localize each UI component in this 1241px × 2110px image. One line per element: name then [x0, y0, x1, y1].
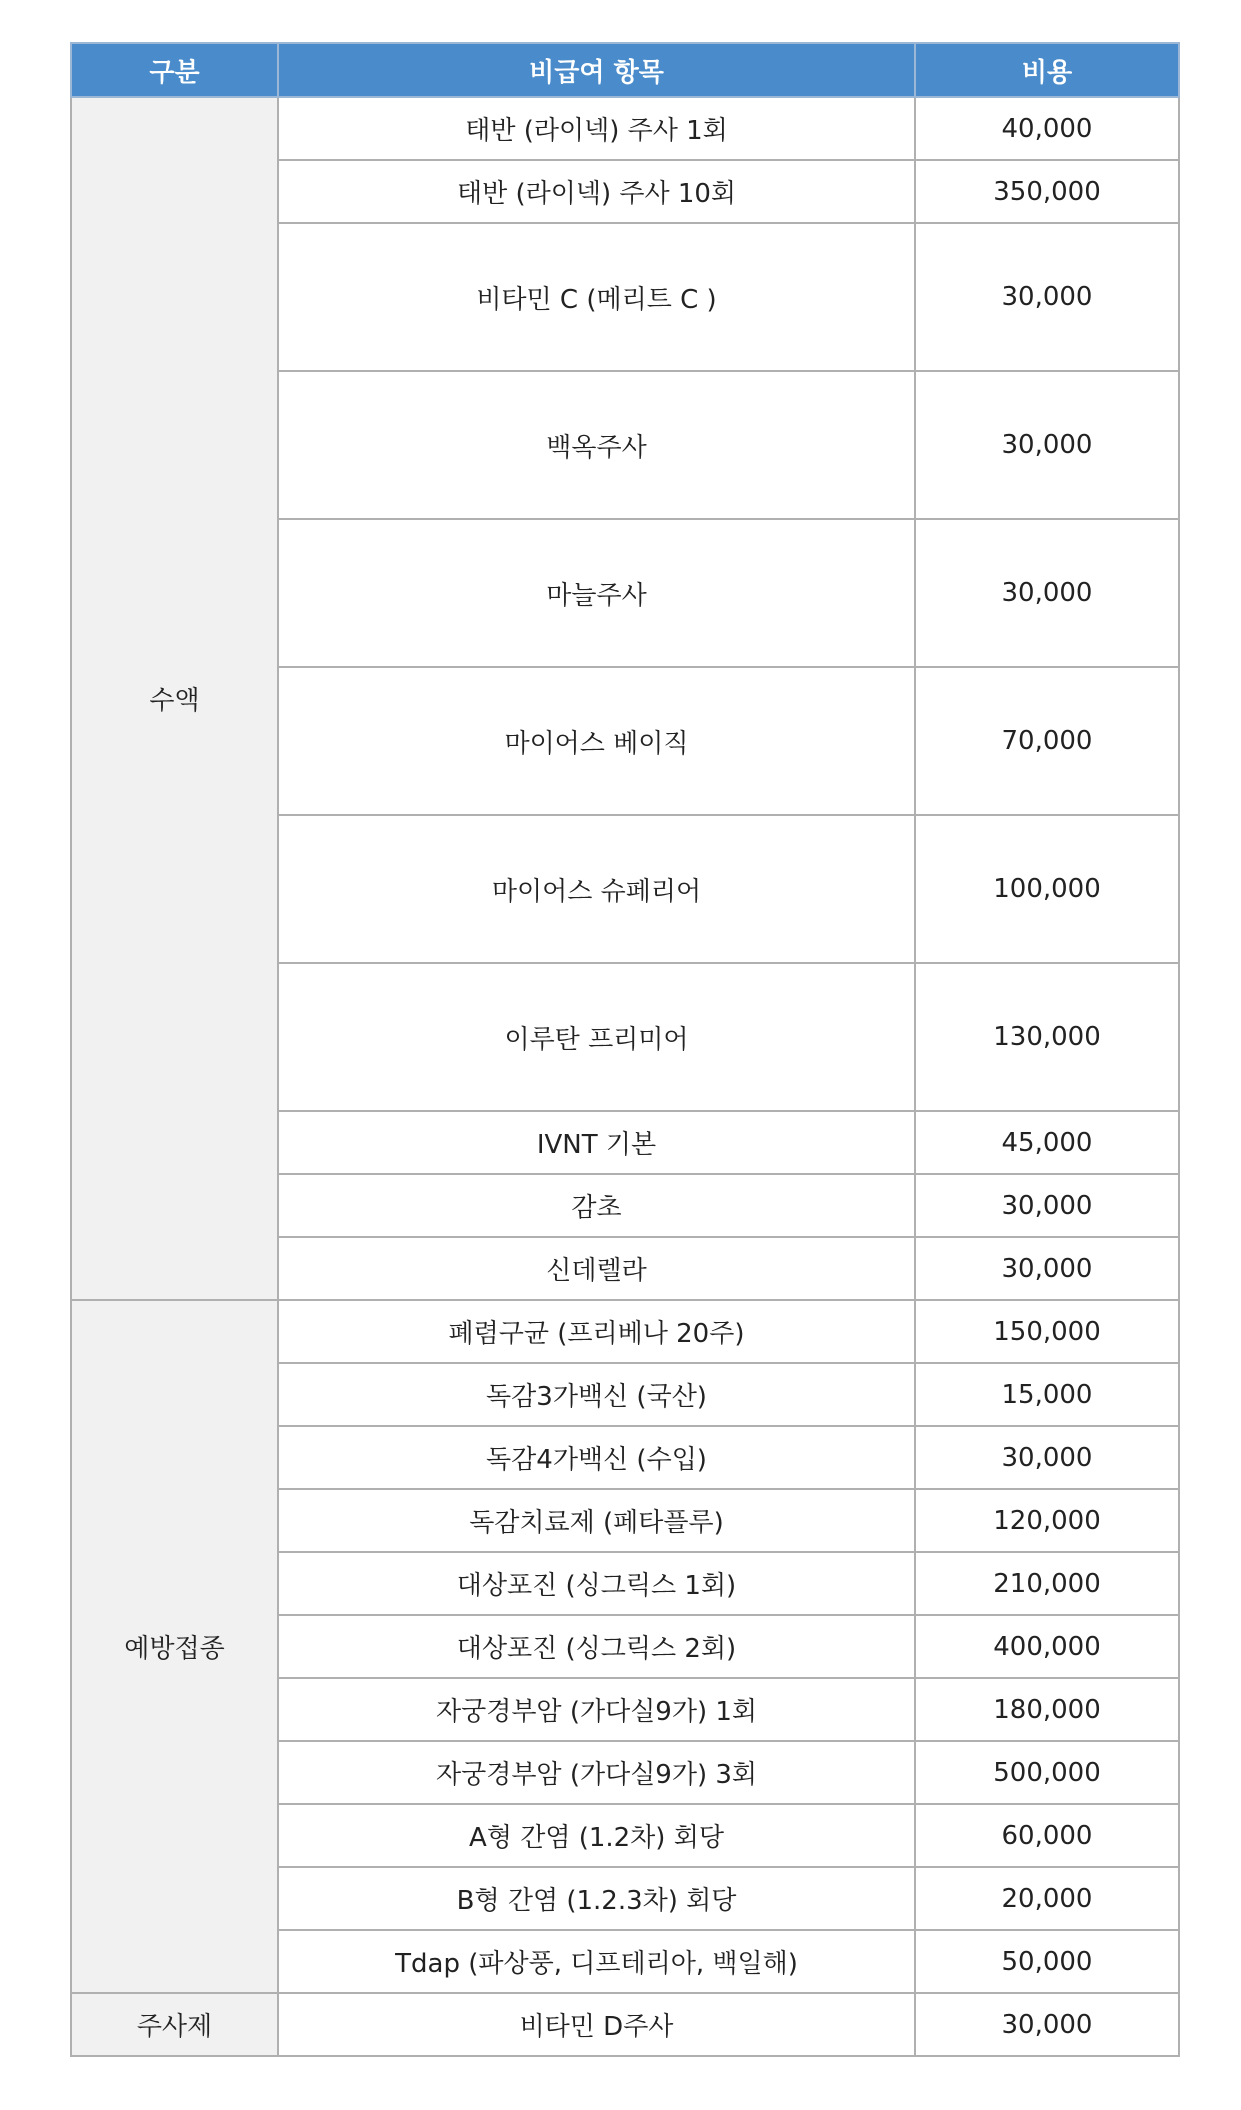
item-cell: 태반 (라이넥) 주사 1회: [278, 97, 915, 160]
cost-cell: 30,000: [915, 1174, 1179, 1237]
cost-cell: 30,000: [915, 1426, 1179, 1489]
item-cell: 마이어스 슈페리어: [278, 815, 915, 963]
item-cell: 이루탄 프리미어: [278, 963, 915, 1111]
header-category: 구분: [71, 43, 278, 97]
item-cell: 비타민 D주사: [278, 1993, 915, 2056]
cost-cell: 70,000: [915, 667, 1179, 815]
cost-cell: 350,000: [915, 160, 1179, 223]
item-cell: 자궁경부암 (가다실9가) 3회: [278, 1741, 915, 1804]
cost-cell: 180,000: [915, 1678, 1179, 1741]
table-row: [71, 1993, 1179, 2056]
item-cell: 폐렴구균 (프리베나 20주): [278, 1300, 915, 1363]
header-cost: 비용: [915, 43, 1179, 97]
item-cell: 백옥주사: [278, 371, 915, 519]
item-cell: A형 간염 (1.2차) 회당: [278, 1804, 915, 1867]
item-cell: 비타민 C (메리트 C ): [278, 223, 915, 371]
cost-cell: 50,000: [915, 1930, 1179, 1993]
cost-cell: 210,000: [915, 1552, 1179, 1615]
cost-cell: 30,000: [915, 519, 1179, 667]
cost-cell: 30,000: [915, 1993, 1179, 2056]
cost-cell: 60,000: [915, 1804, 1179, 1867]
cost-cell: 30,000: [915, 1237, 1179, 1300]
item-cell: IVNT 기본: [278, 1111, 915, 1174]
item-cell: 독감4가백신 (수입): [278, 1426, 915, 1489]
cost-cell: 30,000: [915, 371, 1179, 519]
fee-table: [70, 42, 1180, 2057]
cost-cell: 400,000: [915, 1615, 1179, 1678]
header-item: 비급여 항목: [278, 43, 915, 97]
item-cell: 마늘주사: [278, 519, 915, 667]
cost-cell: 15,000: [915, 1363, 1179, 1426]
cost-cell: 40,000: [915, 97, 1179, 160]
item-cell: 대상포진 (싱그릭스 1회): [278, 1552, 915, 1615]
item-cell: B형 간염 (1.2.3차) 회당: [278, 1867, 915, 1930]
item-cell: 감초: [278, 1174, 915, 1237]
item-cell: 신데렐라: [278, 1237, 915, 1300]
table-row: [71, 97, 1179, 160]
cost-cell: 45,000: [915, 1111, 1179, 1174]
item-cell: 독감3가백신 (국산): [278, 1363, 915, 1426]
cost-cell: 20,000: [915, 1867, 1179, 1930]
cost-cell: 100,000: [915, 815, 1179, 963]
cost-cell: 500,000: [915, 1741, 1179, 1804]
table-row: [71, 1300, 1179, 1363]
category-cell-vaccination: 예방접종: [71, 1300, 278, 1993]
item-cell: 태반 (라이넥) 주사 10회: [278, 160, 915, 223]
cost-cell: 120,000: [915, 1489, 1179, 1552]
item-cell: 대상포진 (싱그릭스 2회): [278, 1615, 915, 1678]
cost-cell: 30,000: [915, 223, 1179, 371]
item-cell: 자궁경부암 (가다실9가) 1회: [278, 1678, 915, 1741]
item-cell: Tdap (파상풍, 디프테리아, 백일해): [278, 1930, 915, 1993]
cost-cell: 150,000: [915, 1300, 1179, 1363]
cost-cell: 130,000: [915, 963, 1179, 1111]
category-cell-iv: 수액: [71, 97, 278, 1300]
item-cell: 독감치료제 (페타플루): [278, 1489, 915, 1552]
category-cell-injection: 주사제: [71, 1993, 278, 2056]
table-header-row: [71, 43, 1179, 97]
item-cell: 마이어스 베이직: [278, 667, 915, 815]
